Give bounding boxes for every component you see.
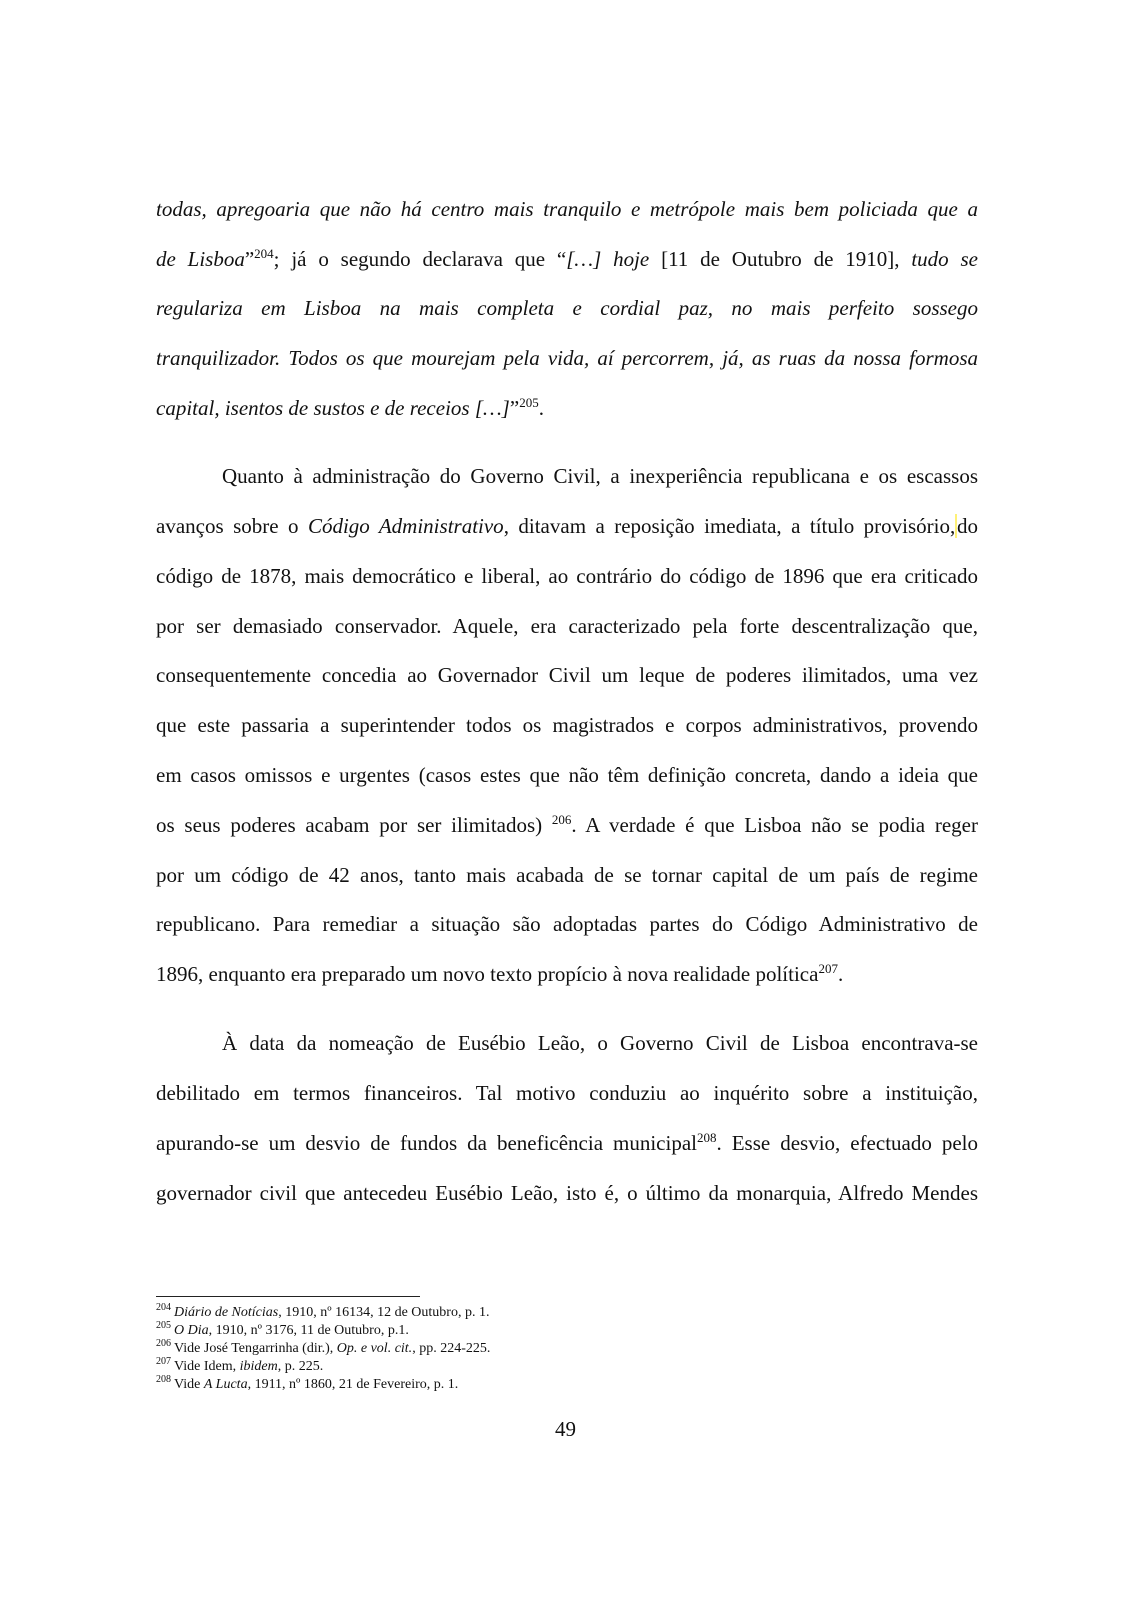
footnote: $^{204}$ Diário de Notícias, 1910, nº 16134, 12 de Outubro, p. 1.: [156, 1302, 490, 1320]
body-line: governador civil que antecedeu Eusébio Leão, isto é, o último da monarquia, Alfredo Mendes: [156, 1181, 978, 1205]
footnote-ref[interactable]: 206: [551, 812, 572, 827]
body-line: Quanto à administração do Governo Civil, a inexperiência republicana e os escassos: [222, 464, 978, 488]
footnote: $^{206}$ Vide José Tengarrinha (dir.), Op. e vol. cit., pp. 224-225.: [156, 1338, 491, 1356]
footnote-separator: [156, 1296, 420, 1297]
footnote-ref[interactable]: 204: [254, 246, 274, 261]
body-line: código de 1878, mais democrático e liberal, ao contrário do código de 1896 que era criticado: [156, 564, 978, 588]
footnote-ref[interactable]: 208: [697, 1130, 717, 1145]
body-line: os seus poderes acabam por ser ilimitados) $^{206}$. A verdade é que Lisboa não se podia reger: [156, 812, 978, 837]
body-line: regulariza em Lisboa na mais completa e cordial paz, no mais perfeito sossego: [156, 296, 978, 320]
body-line: apurando-se um desvio de fundos da beneficência municipal$^{208}$. Esse desvio, efectuado pelo: [156, 1130, 978, 1155]
footnote: $^{205}$ O Dia, 1910, nº 3176, 11 de Outubro, p.1.: [156, 1320, 409, 1338]
body-line: em casos omissos e urgentes (casos estes que não têm definição concreta, dando a ideia que: [156, 763, 978, 787]
body-line: À data da nomeação de Eusébio Leão, o Governo Civil de Lisboa encontrava-se: [222, 1031, 978, 1055]
body-line: capital, isentos de sustos e de receios […]”$^{205}$.: [156, 395, 544, 420]
body-line: todas, apregoaria que não há centro mais tranquilo e metrópole mais bem policiada que a: [156, 197, 978, 221]
body-line: tranquilizador. Todos os que mourejam pela vida, aí percorrem, já, as ruas da nossa formosa: [156, 346, 978, 370]
body-line: 1896, enquanto era preparado um novo texto propício à nova realidade política$^{207}$.: [156, 961, 844, 986]
body-line: de Lisboa”$^{204}$; já o segundo declarava que “[…] hoje [11 de Outubro de 1910], tudo se: [156, 246, 979, 271]
body-line: republicano. Para remediar a situação são adoptadas partes do Código Administrativo de: [156, 912, 978, 936]
footnote: $^{208}$ Vide A Lucta, 1911, nº 1860, 21 de Fevereiro, p. 1.: [156, 1374, 459, 1392]
footnote-ref[interactable]: 207: [818, 961, 838, 976]
body-line: por ser demasiado conservador. Aquele, era caracterizado pela forte descentralização que,: [156, 614, 978, 638]
footnote-ref[interactable]: 205: [519, 395, 539, 410]
body-line: que este passaria a superintender todos os magistrados e corpos administrativos, provendo: [156, 713, 978, 737]
body-line: avanços sobre o Código Administrativo, ditavam a reposição imediata, a título provisório, do: [156, 514, 979, 538]
body-line: por um código de 42 anos, tanto mais acabada de se tornar capital de um país de regime: [156, 863, 978, 887]
page-number: 49: [555, 1417, 576, 1441]
footnote: $^{207}$ Vide Idem, ibidem, p. 225.: [156, 1356, 324, 1374]
body-line: consequentemente concedia ao Governador Civil um leque de poderes ilimitados, uma vez: [156, 663, 978, 687]
body-line: debilitado em termos financeiros. Tal motivo conduziu ao inquérito sobre a instituição,: [156, 1081, 978, 1105]
